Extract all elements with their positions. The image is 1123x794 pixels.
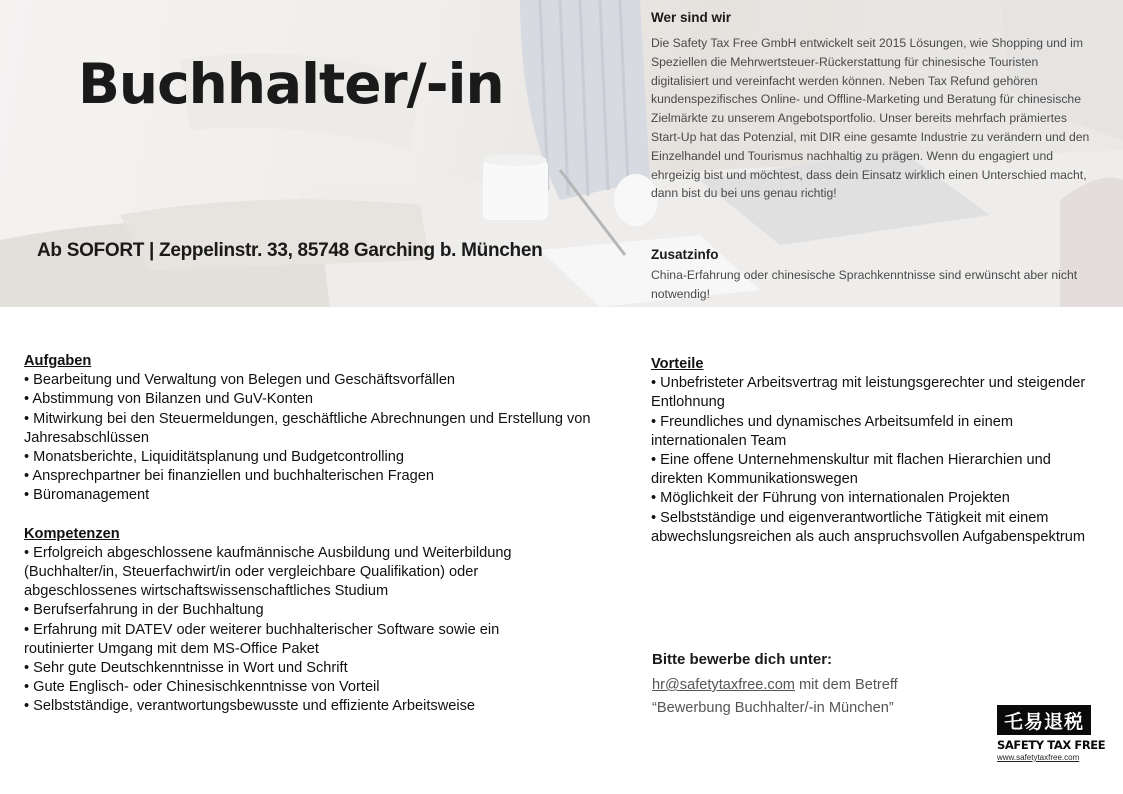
list-item: • Ansprechpartner bei finanziellen und buchhalterischen Fragen bbox=[24, 468, 434, 485]
kompetenzen-list bbox=[24, 544, 564, 717]
list-item: • Unbefristeter Arbeitsvertrag mit leistungsgerechter und steigender Entlohnung bbox=[651, 375, 1086, 411]
location-line: Ab SOFORT | Zeppelinstr. 33, 85748 Garching b. München bbox=[37, 240, 543, 261]
vorteile-heading: Vorteile bbox=[651, 356, 704, 372]
list-item: • Bearbeitung und Verwaltung von Belegen und Geschäftsvorfällen bbox=[24, 372, 456, 389]
list-item: • Möglichkeit der Führung von internationalen Projekten bbox=[651, 490, 1010, 507]
about-section bbox=[651, 10, 1091, 203]
list-item: • Büromanagement bbox=[24, 487, 150, 504]
apply-text-block bbox=[652, 674, 912, 719]
logo-website-link[interactable]: www.safetytaxfree.com bbox=[997, 753, 1080, 762]
extra-info-section bbox=[651, 247, 1091, 304]
email-link[interactable]: hr@safetytaxfree.com bbox=[652, 677, 795, 693]
apply-heading: Bitte bewerbe dich unter: bbox=[652, 651, 833, 668]
about-text: Die Safety Tax Free GmbH entwickelt seit 2015 Lösungen, wie Shopping und im Speziellen die Mehrwertsteuer-Rückerstattung für chinesische Touristen digitalisiert und vereinfacht werden können. Neben Tax Refund gehören kundenspezifisches Online- und Offline-Marketing und Beratung für chinesische Zielmärkte zu unserem Angebotsportfolio. Unser bereits mehrfach prämiertes Start-Up hat das Potenzial, mit DIR eine gesamte Industrie zu verändern und den Einzelhandel und Tourismus nachhaltig zu prägen. Wenn du engagiert und ehrgeizig bist und möchtest, dass dein Einsatz wirklich einen Unterschied macht, dann bist du bei uns genau richtig! bbox=[651, 36, 1090, 201]
logo-chinese-mark: 乇易退税 bbox=[997, 705, 1091, 735]
company-logo bbox=[997, 705, 1106, 762]
apply-section bbox=[652, 651, 912, 719]
kompetenzen-heading: Kompetenzen bbox=[24, 525, 120, 542]
list-item: • Monatsberichte, Liquiditätsplanung und Budgetcontrolling bbox=[24, 449, 404, 466]
job-title: Buchhalter/-in bbox=[78, 52, 504, 116]
about-heading: Wer sind wir bbox=[651, 10, 732, 25]
apply-subject-text: mit dem Betreff “Bewerbung Buchhalter/-in München” bbox=[652, 677, 898, 716]
list-item: • Sehr gute Deutschkenntnisse in Wort und Schrift bbox=[24, 660, 348, 677]
list-item: • Selbstständige und eigenverantwortliche Tätigkeit mit einem abwechslungsreichen als auch anspruchsvollen Aufgabenspektrum bbox=[651, 509, 1086, 545]
list-item: • Mitwirkung bei den Steuermeldungen, geschäftliche Abrechnungen und Erstellung von Jahresabschlüssen bbox=[24, 410, 591, 446]
extra-info-text: China-Erfahrung oder chinesische Sprachkenntnisse sind erwünscht aber nicht notwendig! bbox=[651, 268, 1078, 301]
list-item: • Freundliches und dynamisches Arbeitsumfeld in einem internationalen Team bbox=[651, 413, 1014, 449]
aufgaben-list bbox=[24, 371, 624, 505]
logo-company-name: SAFETY TAX FREE bbox=[997, 738, 1106, 752]
list-item: • Gute Englisch- oder Chinesischkenntnisse von Vorteil bbox=[24, 679, 380, 696]
aufgaben-heading: Aufgaben bbox=[24, 353, 92, 369]
list-item: • Abstimmung von Bilanzen und GuV-Konten bbox=[24, 391, 314, 408]
left-column bbox=[24, 352, 624, 717]
list-item: • Berufserfahrung in der Buchhaltung bbox=[24, 602, 264, 619]
section-spacer bbox=[24, 506, 624, 525]
list-item: • Selbstständige, verantwortungsbewusste und effiziente Arbeitsweise bbox=[24, 698, 476, 715]
right-column bbox=[651, 355, 1101, 547]
list-item: • Erfolgreich abgeschlossene kaufmännische Ausbildung und Weiterbildung (Buchhalter/in, Steuerfachwirt/in oder vergleichbare Qualifikation) oder abgeschlossenes wirtschaftswissenschaftliches Studium bbox=[24, 544, 512, 600]
list-item: • Eine offene Unternehmenskultur mit flachen Hierarchien und direkten Kommunikationswegen bbox=[651, 452, 1051, 488]
list-item: • Erfahrung mit DATEV oder weiterer buchhalterischer Software sowie ein routinierter Umgang mit dem MS-Office Paket bbox=[24, 621, 500, 657]
extra-info-heading: Zusatzinfo bbox=[651, 247, 719, 262]
vorteile-list bbox=[651, 374, 1101, 547]
